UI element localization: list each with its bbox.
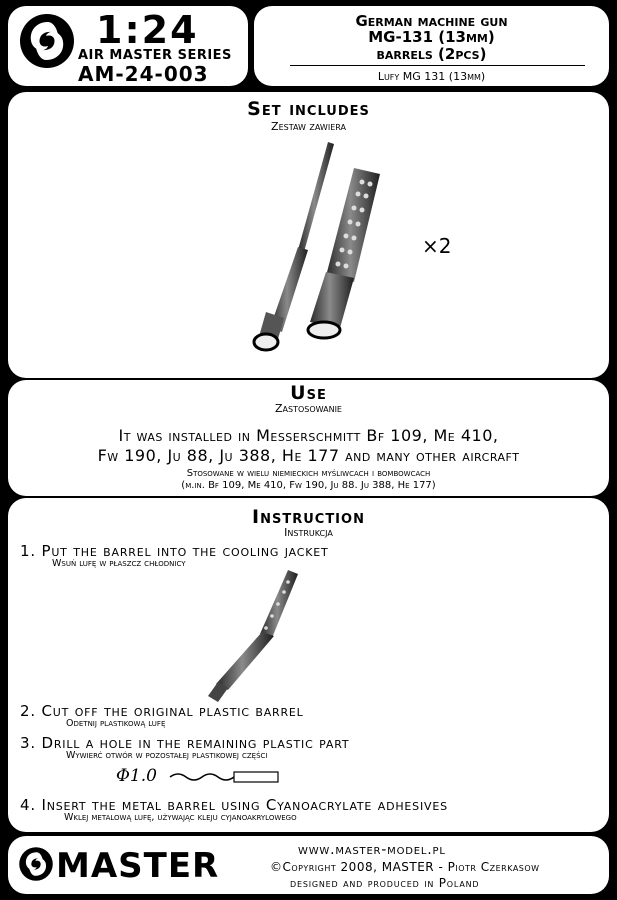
header-series-panel xyxy=(8,6,248,86)
use-small-2: (m.in. Bf 109, Me 410, Fw 190, Ju 88. Ju 388, He 177) xyxy=(181,480,436,491)
footer-brand: MASTER xyxy=(56,846,220,886)
instruction-subtitle: Instrukcja xyxy=(284,526,333,539)
footer-panel xyxy=(8,836,609,894)
use-title: Use xyxy=(290,382,327,404)
footer-made-in: designed and produced in Poland xyxy=(290,876,480,890)
drill-bit-icon xyxy=(168,770,280,784)
use-subtitle: Zastosowanie xyxy=(275,402,342,415)
series-label: AIR MASTER SERIES xyxy=(78,48,232,63)
polish-subtitle: Lufy MG 131 (13mm) xyxy=(377,70,486,83)
step-3: 3. Drill a hole in the remaining plastic part xyxy=(20,734,350,752)
header-title-panel xyxy=(254,6,609,86)
title-line-3: barrels (2pcs) xyxy=(376,45,487,63)
step-3-sub: Wywierć otwór w pozostałej plastikowej części xyxy=(66,750,268,761)
barrel-parts-illustration xyxy=(158,132,388,372)
footer-url[interactable]: www.master-model.pl xyxy=(298,842,446,858)
quantity-label: ×2 xyxy=(422,234,452,258)
instruction-panel xyxy=(8,498,609,832)
set-includes-subtitle: Zestaw zawiera xyxy=(271,120,346,133)
instruction-title: Instruction xyxy=(252,506,365,528)
set-includes-title: Set includes xyxy=(247,98,370,120)
step-4: 4. Insert the metal barrel using Cyanoacrylate adhesives xyxy=(20,796,448,814)
step-1: 1. Put the barrel into the cooling jacket xyxy=(20,542,329,560)
step-2: 2. Cut off the original plastic barrel xyxy=(20,702,304,720)
set-includes-panel xyxy=(8,92,609,378)
step-2-sub: Odetnij plastikową lufę xyxy=(66,718,166,729)
title-line-2: MG-131 (13mm) xyxy=(368,28,495,46)
master-logo-icon xyxy=(18,12,76,70)
scale-label: 1:24 xyxy=(96,8,199,52)
title-line-1: German machine gun xyxy=(355,12,508,30)
footer-copyright: ©Copyright 2008, MASTER - Piotr Czerkasow xyxy=(270,860,540,874)
assembled-barrel-illustration xyxy=(198,568,308,708)
product-code: AM-24-003 xyxy=(78,62,209,86)
use-line-2: Fw 190, Ju 88, Ju 388, He 177 and many other aircraft xyxy=(97,446,520,465)
drill-diameter-label: Φ1.0 xyxy=(116,766,157,786)
step-1-sub: Wsuń lufę w płaszcz chłodnicy xyxy=(52,558,186,569)
use-panel xyxy=(8,380,609,496)
title-divider xyxy=(290,65,585,66)
footer-logo-icon xyxy=(18,846,54,882)
step-4-sub: Wklej metalową lufę, używając kleju cyjanoakrylowego xyxy=(64,812,297,823)
use-line-1: It was installed in Messerschmitt Bf 109, Me 410, xyxy=(118,426,499,445)
use-small-1: Stosowane w wielu niemieckich myśliwcach i bombowcach xyxy=(186,468,431,479)
